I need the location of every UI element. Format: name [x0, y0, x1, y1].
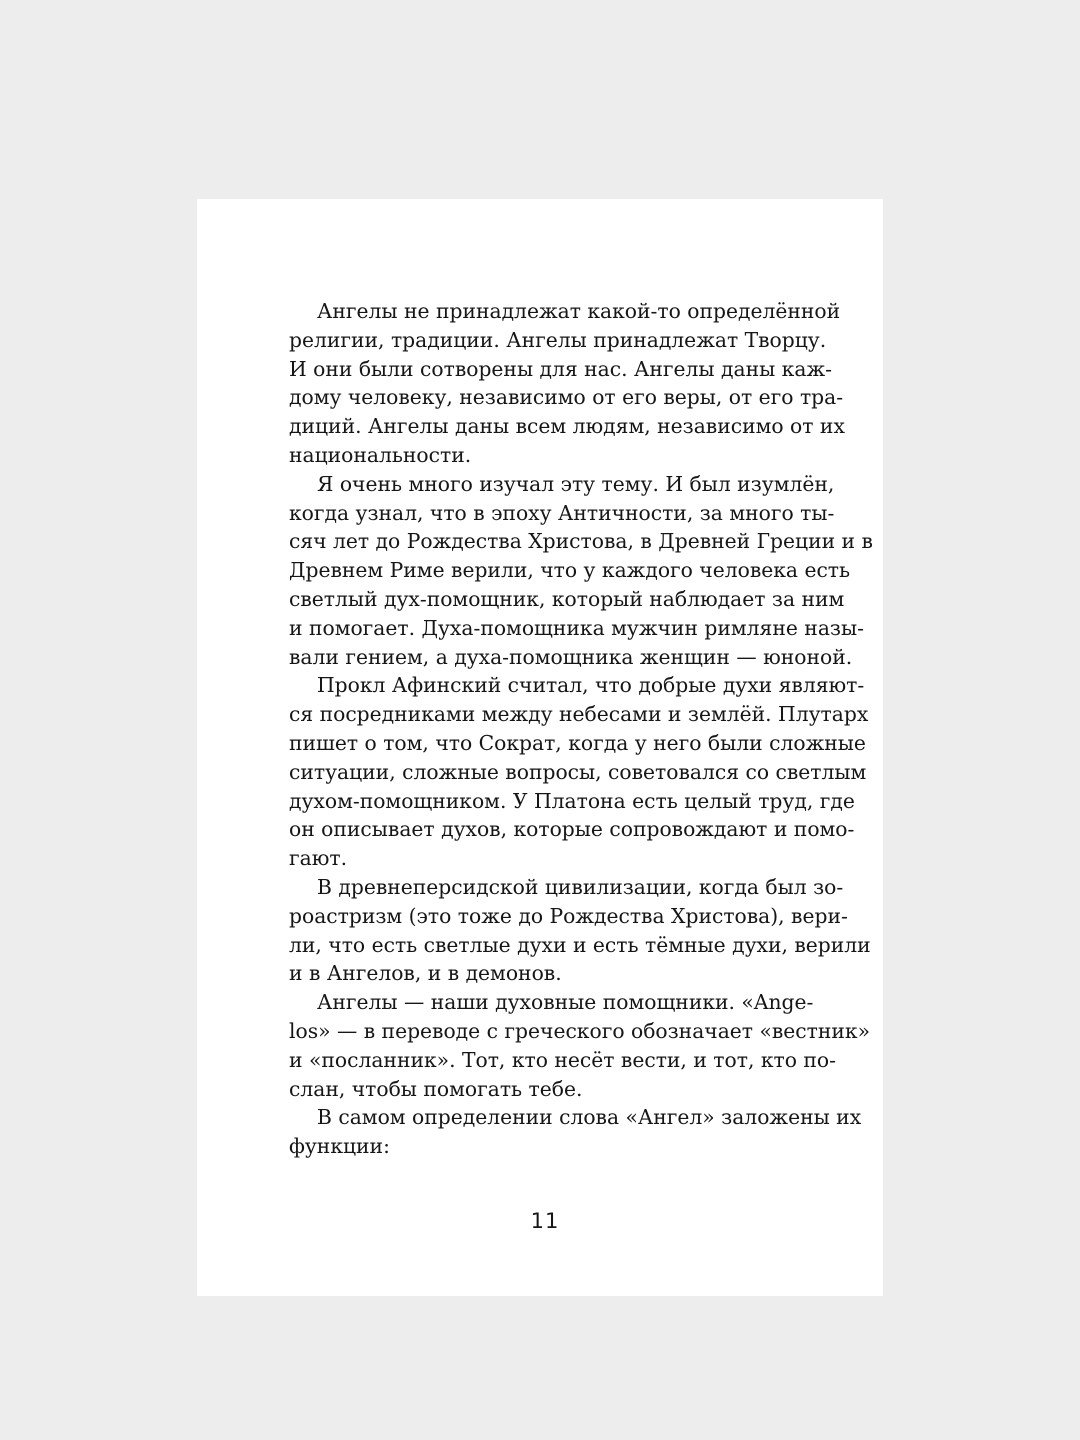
text-line: функции:: [289, 1134, 390, 1159]
text-line: ситуации, сложные вопросы, советовался со светлым: [289, 759, 867, 784]
text-line: Прокл Афинский считал, что добрые духи являют-: [317, 673, 865, 698]
text-line: И они были сотворены для нас. Ангелы даны каж-: [289, 356, 832, 381]
text-line: los» — в переводе с греческого обозначает «вестник»: [289, 1018, 870, 1043]
text-line: когда узнал, что в эпоху Античности, за много ты-: [289, 500, 835, 525]
text-line: Я очень много изучал эту тему. И был изумлён,: [317, 471, 835, 496]
text-line: религии, традиции. Ангелы принадлежат Творцу.: [289, 327, 827, 352]
text-line: духом-помощником. У Платона есть целый труд, где: [289, 788, 855, 813]
paragraph: [289, 470, 873, 672]
text-line: он описывает духов, которые сопровождают и помо-: [289, 817, 855, 842]
text-line: ся посредниками между небесами и землёй. Плутарх: [289, 702, 869, 727]
text-line: В самом определении слова «Ангел» заложены их: [317, 1105, 862, 1130]
text-line: вали гением, а духа-помощника женщин — юноной.: [289, 644, 853, 669]
text-line: светлый дух-помощник, который наблюдает за ним: [289, 586, 845, 611]
book-page: [197, 199, 883, 1296]
text-line: сяч лет до Рождества Христова, в Древней Греции и в: [289, 529, 873, 554]
page-number: 11: [530, 1209, 560, 1233]
text-line: и помогает. Духа-помощника мужчин римляне назы-: [289, 615, 864, 640]
text-line: и в Ангелов, и в демонов.: [289, 961, 562, 986]
body-text: [289, 297, 873, 1161]
text-line: Ангелы не принадлежат какой-то определённой: [317, 299, 841, 323]
paragraph: [289, 671, 869, 873]
text-line: В древнеперсидской цивилизации, когда был зо-: [317, 874, 844, 899]
paragraph: [289, 988, 870, 1103]
text-line: и «посланник». Тот, кто несёт вести, и тот, кто по-: [289, 1047, 836, 1072]
text-line: пишет о том, что Сократ, когда у него были сложные: [289, 730, 866, 755]
text-line: Ангелы — наши духовные помощники. «Ange-: [317, 990, 814, 1015]
text-line: дому человеку, независимо от его веры, от его тра-: [289, 385, 844, 410]
text-line: диций. Ангелы даны всем людям, независимо от их: [289, 414, 845, 439]
text-line: Древнем Риме верили, что у каждого человека есть: [289, 558, 851, 583]
text-line: роастризм (это тоже до Рождества Христова), вери-: [289, 903, 848, 928]
text-line: слан, чтобы помогать тебе.: [289, 1076, 583, 1101]
text-line: гают.: [289, 846, 348, 871]
text-line: национальности.: [289, 442, 472, 467]
paragraph: [289, 297, 845, 470]
paragraph: [289, 1103, 862, 1161]
text-line: ли, что есть светлые духи и есть тёмные духи, верили: [289, 932, 871, 957]
paragraph: [289, 873, 871, 988]
